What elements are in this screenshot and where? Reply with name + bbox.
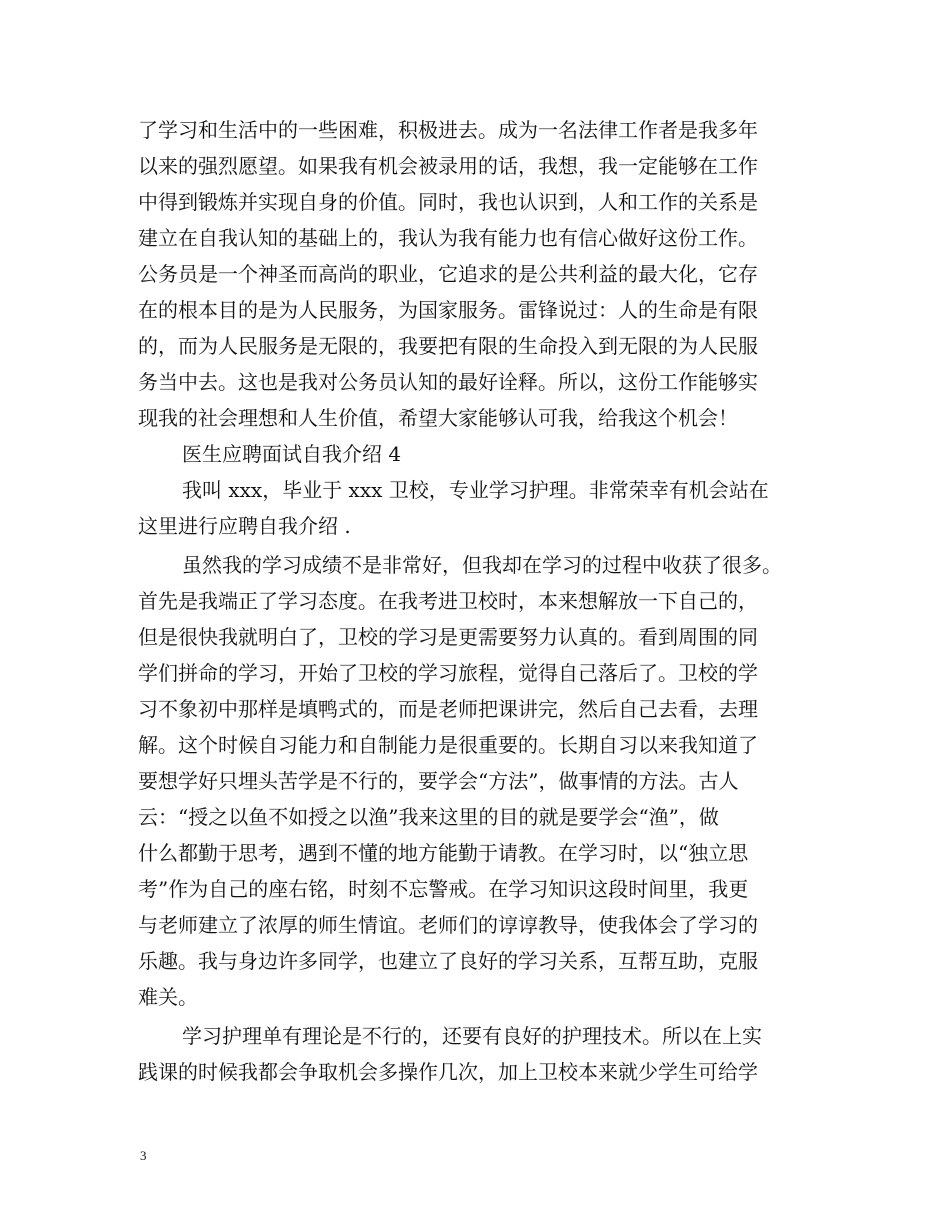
text-line: 的，而为人民服务是无限的，我要把有限的生命投入到无限的为人民服 (138, 334, 758, 358)
section-heading: 医生应聘面试自我介绍 4 (182, 442, 402, 466)
text-line: 要想学好只埋头苦学是不行的，要学会“方法”，做事情的方法。古人 (138, 769, 739, 793)
text-line: 中得到锻炼并实现自身的价值。同时，我也认识到，人和工作的关系是 (138, 190, 758, 214)
text-line: 以来的强烈愿望。如果我有机会被录用的话，我想，我一定能够在工作 (138, 154, 758, 178)
text-line: 乐趣。我与身边许多同学，也建立了良好的学习关系，互帮互助，克服 (138, 949, 758, 973)
text-line: 学习护理单有理论是不行的，还要有良好的护理技术。所以在上实 (182, 1024, 762, 1048)
text-line: 什么都勤于思考，遇到不懂的地方能勤于请教。在学习时，以“独立思 (138, 841, 749, 865)
text-line: 这里进行应聘自我介绍 . (138, 514, 351, 538)
text-line: 首先是我端正了学习态度。在我考进卫校时，本来想解放一下自己的， (138, 589, 758, 613)
body-text (138, 112, 838, 1090)
text-line: 建立在自我认知的基础上的，我认为我有能力也有信心做好这份工作。 (138, 226, 758, 250)
text-line: 现我的社会理想和人生价值，希望大家能够认可我，给我这个机会！ (138, 406, 738, 430)
text-line: 云：“授之以鱼不如授之以渔”我来这里的目的就是要学会“渔”，做 (138, 805, 719, 829)
text-line: 考”作为自己的座右铭，时刻不忘警戒。在学习知识这段时间里，我更 (138, 877, 749, 901)
text-line: 学们拼命的学习，开始了卫校的学习旅程，觉得自己落后了。卫校的学 (138, 661, 758, 685)
text-line: 公务员是一个神圣而高尚的职业，它追求的是公共利益的最大化，它存 (138, 262, 758, 286)
text-line: 我叫 xxx，毕业于 xxx 卫校，专业学习护理。非常荣幸有机会站在 (182, 478, 769, 502)
text-line: 与老师建立了浓厚的师生情谊。老师们的谆谆教导，使我体会了学习的 (138, 913, 758, 937)
text-line: 难关。 (138, 985, 198, 1009)
text-line: 解。这个时候自习能力和自制能力是很重要的。长期自习以来我知道了 (138, 733, 758, 757)
text-line: 务当中去。这也是我对公务员认知的最好诠释。所以，这份工作能够实 (138, 370, 758, 394)
text-line: 在的根本目的是为人民服务，为国家服务。雷锋说过：人的生命是有限 (138, 298, 758, 322)
text-line: 习不象初中那样是填鸭式的，而是老师把课讲完，然后自己去看，去理 (138, 697, 758, 721)
text-line: 践课的时候我都会争取机会多操作几次，加上卫校本来就少学生可给学 (138, 1060, 758, 1084)
text-line: 了学习和生活中的一些困难，积极进去。成为一名法律工作者是我多年 (138, 118, 758, 142)
text-line: 虽然我的学习成绩不是非常好，但我却在学习的过程中收获了很多。 (182, 553, 782, 577)
text-line: 但是很快我就明白了，卫校的学习是更需要努力认真的。看到周围的同 (138, 625, 758, 649)
page-number: 3 (140, 1148, 147, 1163)
